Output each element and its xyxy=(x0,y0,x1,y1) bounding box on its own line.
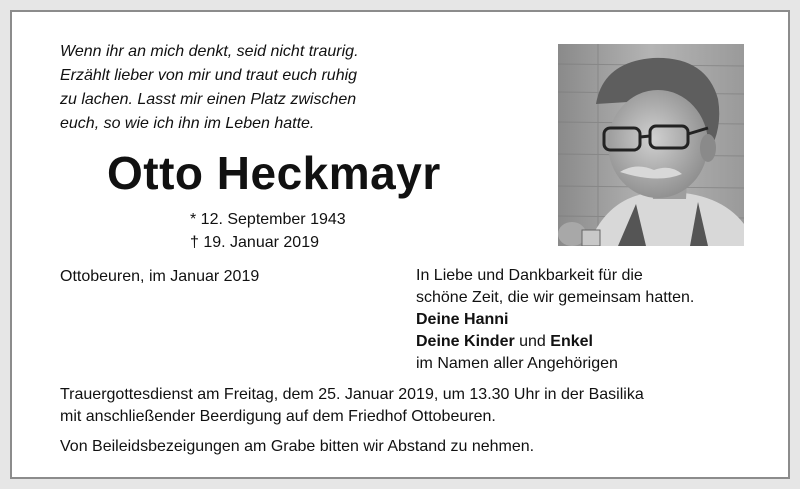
service-line: mit anschließender Beerdigung auf dem Friedhof Ottobeuren. xyxy=(60,408,496,425)
deceased-name: Otto Heckmayr xyxy=(107,147,441,199)
obituary-frame xyxy=(10,10,790,479)
thanks-line: schöne Zeit, die wir gemeinsam hatten. xyxy=(416,289,695,306)
funeral-service xyxy=(60,384,644,428)
condolence-note: Von Beileidsbezeigungen am Grabe bitten wir Abstand zu nehmen. xyxy=(60,438,535,455)
poem xyxy=(60,40,359,136)
signer-family xyxy=(416,331,694,353)
thanks-block xyxy=(416,265,694,375)
life-dates xyxy=(190,208,346,254)
signer-and: und xyxy=(514,333,551,350)
place-date: Ottobeuren, im Januar 2019 xyxy=(60,268,260,285)
poem-line: euch, so wie ich ihn im Leben hatte. xyxy=(60,115,315,132)
thanks-line: In Liebe und Dankbarkeit für die xyxy=(416,267,643,284)
death-date: † 19. Januar 2019 xyxy=(190,234,319,251)
signer-grandchildren: Enkel xyxy=(550,333,593,350)
poem-line: Erzählt lieber von mir und traut euch ruhig xyxy=(60,67,358,84)
poem-line: zu lachen. Lasst mir einen Platz zwischen xyxy=(60,91,357,108)
birth-date: * 12. September 1943 xyxy=(190,211,346,228)
portrait-photo xyxy=(558,44,744,246)
poem-line: Wenn ihr an mich denkt, seid nicht traurig. xyxy=(60,43,359,60)
signer-children: Deine Kinder xyxy=(416,333,515,350)
service-line: Trauergottesdienst am Freitag, dem 25. Januar 2019, um 13.30 Uhr in der Basilika xyxy=(60,386,644,403)
signer-spouse: Deine Hanni xyxy=(416,311,509,328)
thanks-line: im Namen aller Angehörigen xyxy=(416,355,618,372)
